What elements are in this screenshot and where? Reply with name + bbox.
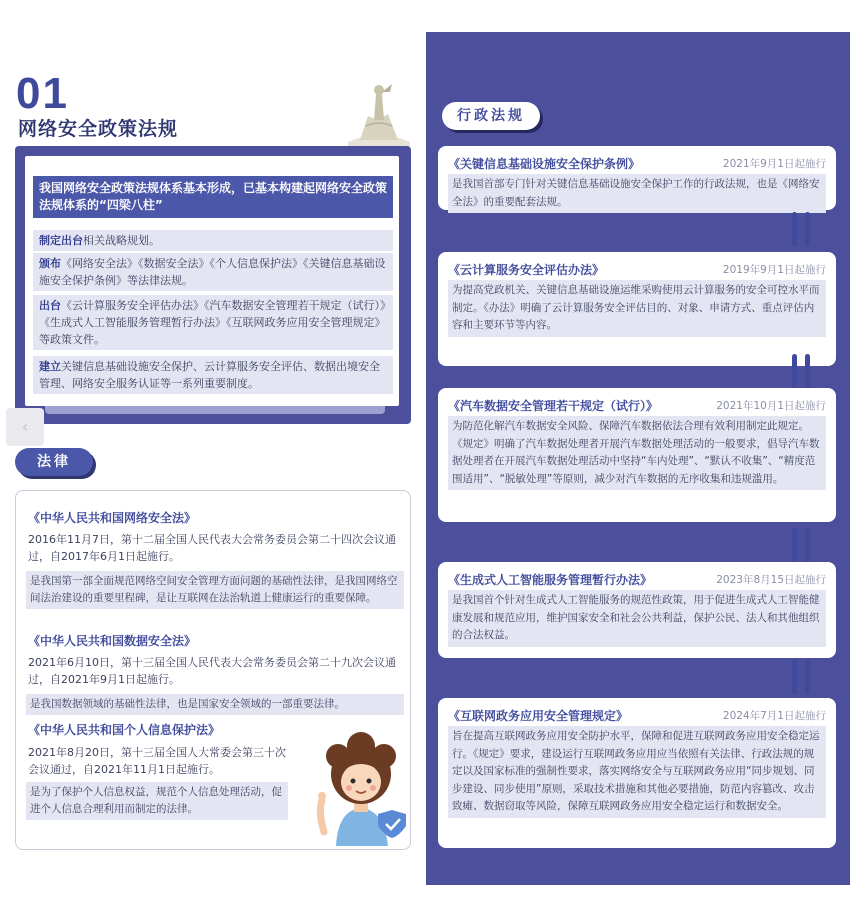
card-connector (788, 212, 814, 246)
regulation-date: 2024年7月1日起施行 (722, 710, 826, 722)
overview-panel (15, 146, 411, 424)
overview-item-lead: 制定出台 (39, 234, 83, 247)
law-date: 2021年8月20日，第十三届全国人大常委会第三十次会议通过，自2021年11月1日起施行。 (28, 746, 286, 776)
law-description: 是我国第一部全面规范网络空间安全管理方面问题的基础性法律，是我国网络空间法治建设的重要里程碑，是让互联网在法治轨道上健康运行的重要保障。 (26, 571, 404, 609)
overview-item (33, 230, 393, 251)
regulation-title: 《汽车数据安全管理若干规定（试行）》 (448, 399, 659, 413)
laws-card (15, 490, 411, 850)
regulation-title: 《关键信息基础设施安全保护条例》 (448, 157, 641, 171)
regulation-title: 《生成式人工智能服务管理暂行办法》 (448, 573, 653, 587)
overview-panel-tail (45, 406, 385, 414)
overview-item-text: 《云计算服务安全评估办法》《汽车数据安全管理若干规定（试行）》《生成式人工智能服务管理暂行办法》《互联网政务应用安全管理规定》等政策文件。 (39, 299, 386, 346)
statue-illustration (348, 80, 410, 146)
law-date: 2021年6月10日，第十三届全国人民代表大会常务委员会第二十九次会议通过，自2021年9月1日起施行。 (28, 656, 396, 686)
regulation-date: 2021年10月1日起施行 (716, 400, 826, 412)
card-connector (788, 354, 814, 388)
prev-slide-button[interactable] (6, 408, 44, 446)
regulation-body: 是我国首个针对生成式人工智能服务的规范性政策，用于促进生成式人工智能健康发展和规范应用，维护国家安全和社会公共利益，保护公民、法人和其他组织的合法权益。 (448, 590, 826, 647)
regulations-label: 行政法规 (442, 102, 540, 130)
overview-item-text: 关键信息基础设施安全保护、云计算服务安全评估、数据出境安全管理、网络安全服务认证等一系列重要制度。 (39, 360, 380, 390)
section-title: 网络安全政策法规 (18, 118, 179, 140)
regulations-panel (426, 32, 850, 885)
regulation-date: 2023年8月15日起施行 (716, 574, 826, 586)
regulation-card (438, 562, 836, 658)
overview-item-text: 相关战略规划。 (83, 234, 160, 247)
card-connector (788, 528, 814, 562)
overview-item (33, 253, 393, 291)
overview-item-lead: 出台 (39, 299, 61, 312)
law-title: 《中华人民共和国个人信息保护法》 (28, 723, 221, 737)
regulation-date: 2019年9月1日起施行 (722, 264, 826, 276)
chevron-left-icon: ‹ (21, 417, 29, 436)
regulation-body: 是我国首部专门针对关键信息基础设施安全保护工作的行政法规，也是《网络安全法》的重要配套法规。 (448, 174, 826, 213)
cartoon-girl-illustration (306, 726, 416, 846)
regulation-title: 《互联网政务应用安全管理规定》 (448, 709, 629, 723)
regulation-card (438, 388, 836, 522)
overview-item-lead: 颁布 (39, 257, 61, 270)
regulation-date: 2021年9月1日起施行 (722, 158, 826, 170)
overview-item-lead: 建立 (39, 360, 61, 373)
law-description: 是我国数据领域的基础性法律，也是国家安全领域的一部重要法律。 (26, 694, 404, 715)
overview-headline: 我国网络安全政策法规体系基本形成，已基本构建起网络安全政策法规体系的“四梁八柱” (33, 176, 393, 218)
regulation-body: 旨在提高互联网政务应用安全防护水平，保障和促进互联网政务应用安全稳定运行。《规定》要求，建设运行互联网政务应用应当依照有关法律、行政法规的规定以及国家标准的强制性要求，落实网络安全与互联网政务应用“同步规划、同步建设、同步使用”原则，采取技术措施和其他必要措施，防范内容篡改、攻击致瘫、数据窃取等风险，保障互联网政务应用安全稳定运行和数据安全。 (448, 726, 826, 818)
regulation-title: 《云计算服务安全评估办法》 (448, 263, 605, 277)
overview-item (33, 356, 393, 394)
card-connector (788, 660, 814, 694)
overview-content (25, 156, 399, 406)
overview-item-text: 《网络安全法》《数据安全法》《个人信息保护法》《关键信息基础设施安全保护条例》等法律法规。 (39, 257, 386, 287)
regulation-card (438, 698, 836, 848)
regulation-card (438, 146, 836, 210)
law-date: 2016年11月7日，第十二届全国人民代表大会常务委员会第二十四次会议通过，自2017年6月1日起施行。 (28, 533, 396, 563)
regulation-body: 为防范化解汽车数据安全风险、保障汽车数据依法合理有效利用制定此规定。《规定》明确了汽车数据处理者开展汽车数据处理活动的一般要求，倡导汽车数据处理者在开展汽车数据处理活动中坚持“车内处理”、“默认不收集”、“精度范围适用”、“脱敏处理”等原则，减少对汽车数据的无序收集和违规滥用。 (448, 416, 826, 490)
regulation-card (438, 252, 836, 366)
law-title: 《中华人民共和国网络安全法》 (28, 511, 197, 525)
overview-item (33, 295, 393, 350)
section-number: 01 (16, 69, 69, 118)
laws-label: 法律 (15, 448, 93, 476)
regulation-body: 为提高党政机关、关键信息基础设施运维采购使用云计算服务的安全可控水平而制定。《办法》明确了云计算服务安全评估目的、对象、申请方式、重点评估内容和主要环节等内容。 (448, 280, 826, 337)
law-title: 《中华人民共和国数据安全法》 (28, 634, 197, 648)
law-description: 是为了保护个人信息权益，规范个人信息处理活动，促进个人信息合理利用而制定的法律。 (26, 782, 288, 820)
